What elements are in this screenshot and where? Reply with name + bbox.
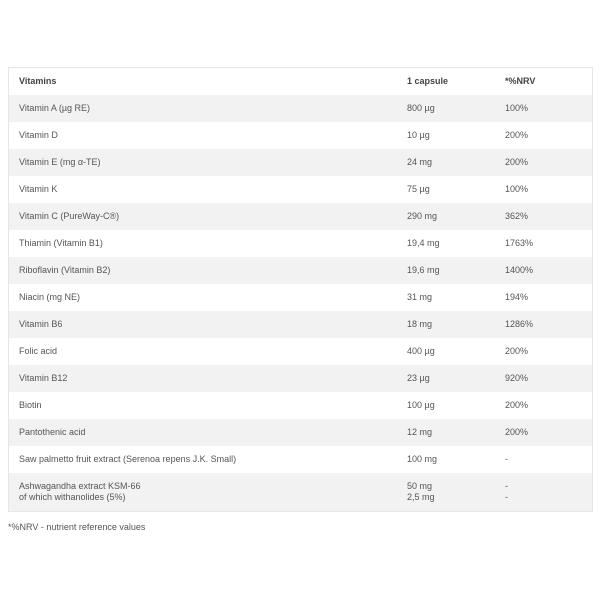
nrv-text: 362% bbox=[505, 211, 529, 221]
nutrient-name-text: Vitamin B6 bbox=[19, 319, 63, 329]
table-row bbox=[9, 203, 592, 230]
nutrient-name-text: of which withanolides (5%) bbox=[19, 492, 126, 502]
amount-cell bbox=[397, 284, 495, 311]
nrv-text: 200% bbox=[505, 427, 529, 437]
nutrient-name-cell bbox=[9, 338, 397, 365]
amount-text: 290 mg bbox=[407, 211, 438, 221]
nutrient-name-cell bbox=[9, 446, 397, 473]
table-row bbox=[9, 392, 592, 419]
nrv-cell bbox=[495, 365, 592, 392]
nutrient-name-cell bbox=[9, 311, 397, 338]
amount-cell bbox=[397, 365, 495, 392]
amount-cell bbox=[397, 473, 495, 511]
amount-cell bbox=[397, 311, 495, 338]
nutrient-name-cell bbox=[9, 284, 397, 311]
table-row bbox=[9, 284, 592, 311]
table-row bbox=[9, 311, 592, 338]
amount-cell bbox=[397, 176, 495, 203]
nutrient-name-cell bbox=[9, 95, 397, 122]
amount-cell bbox=[397, 230, 495, 257]
amount-text: 100 µg bbox=[407, 400, 435, 410]
table-row bbox=[9, 446, 592, 473]
nutrient-name-cell bbox=[9, 149, 397, 176]
amount-cell bbox=[397, 446, 495, 473]
amount-cell bbox=[397, 203, 495, 230]
amount-text: 24 mg bbox=[407, 157, 433, 167]
nrv-cell bbox=[495, 230, 592, 257]
nutrient-name-cell bbox=[9, 230, 397, 257]
nrv-text: - bbox=[505, 454, 508, 464]
nutrient-name-text: Vitamin A (µg RE) bbox=[19, 103, 91, 113]
header-amount: 1 capsule bbox=[407, 76, 449, 86]
amount-text: 800 µg bbox=[407, 103, 435, 113]
nutrient-name-text: Biotin bbox=[19, 400, 42, 410]
amount-text: 75 µg bbox=[407, 184, 430, 194]
nutrition-table bbox=[9, 68, 592, 511]
nrv-text: 100% bbox=[505, 103, 529, 113]
amount-cell bbox=[397, 149, 495, 176]
header-nrv: *%NRV bbox=[505, 76, 536, 86]
nrv-text: 920% bbox=[505, 373, 529, 383]
table-row bbox=[9, 230, 592, 257]
amount-text: 10 µg bbox=[407, 130, 430, 140]
amount-text: 19,6 mg bbox=[407, 265, 440, 275]
nutrient-name-text: Vitamin B12 bbox=[19, 373, 68, 383]
nrv-text: - bbox=[505, 481, 508, 491]
nrv-cell bbox=[495, 473, 592, 511]
amount-cell bbox=[397, 338, 495, 365]
table-row bbox=[9, 419, 592, 446]
amount-text: 50 mg bbox=[407, 481, 433, 491]
amount-text: 23 µg bbox=[407, 373, 430, 383]
nrv-text: - bbox=[505, 492, 508, 502]
nutrition-table-container bbox=[8, 67, 593, 512]
nutrient-name-text: Folic acid bbox=[19, 346, 58, 356]
nrv-cell bbox=[495, 392, 592, 419]
nrv-cell bbox=[495, 95, 592, 122]
nutrient-name-text: Niacin (mg NE) bbox=[19, 292, 81, 302]
nutrient-name-cell bbox=[9, 392, 397, 419]
nrv-cell bbox=[495, 446, 592, 473]
nrv-cell bbox=[495, 122, 592, 149]
amount-cell bbox=[397, 392, 495, 419]
amount-text: 2,5 mg bbox=[407, 492, 435, 502]
amount-text: 18 mg bbox=[407, 319, 433, 329]
nrv-text: 100% bbox=[505, 184, 529, 194]
nutrient-name-cell bbox=[9, 473, 397, 511]
amount-text: 12 mg bbox=[407, 427, 433, 437]
nrv-text: 1763% bbox=[505, 238, 534, 248]
table-row bbox=[9, 338, 592, 365]
nutrient-name-text: Pantothenic acid bbox=[19, 427, 86, 437]
nrv-text: 194% bbox=[505, 292, 529, 302]
nrv-text: 1286% bbox=[505, 319, 534, 329]
nutrient-name-text: Saw palmetto fruit extract (Serenoa repens J.K. Small) bbox=[19, 454, 237, 464]
nrv-cell bbox=[495, 284, 592, 311]
nrv-cell bbox=[495, 257, 592, 284]
amount-text: 19,4 mg bbox=[407, 238, 440, 248]
nutrient-name-text: Vitamin K bbox=[19, 184, 58, 194]
amount-text: 31 mg bbox=[407, 292, 433, 302]
amount-text: 400 µg bbox=[407, 346, 435, 356]
nutrient-name-cell bbox=[9, 176, 397, 203]
table-row bbox=[9, 95, 592, 122]
nrv-text: 200% bbox=[505, 400, 529, 410]
nrv-text: 200% bbox=[505, 157, 529, 167]
nutrient-name-cell bbox=[9, 365, 397, 392]
nrv-cell bbox=[495, 203, 592, 230]
nrv-text: 200% bbox=[505, 130, 529, 140]
nrv-text: 200% bbox=[505, 346, 529, 356]
nutrient-name-cell bbox=[9, 122, 397, 149]
nrv-cell bbox=[495, 338, 592, 365]
amount-text: 100 mg bbox=[407, 454, 438, 464]
nutrient-name-cell bbox=[9, 419, 397, 446]
nrv-cell bbox=[495, 176, 592, 203]
nutrient-name-text: Vitamin D bbox=[19, 130, 58, 140]
table-row bbox=[9, 365, 592, 392]
table-row bbox=[9, 149, 592, 176]
header-vitamins: Vitamins bbox=[19, 76, 57, 86]
nrv-text: 1400% bbox=[505, 265, 534, 275]
nrv-cell bbox=[495, 311, 592, 338]
nutrient-name-text: Riboflavin (Vitamin B2) bbox=[19, 265, 111, 275]
table-header bbox=[9, 68, 592, 95]
amount-cell bbox=[397, 122, 495, 149]
footnote: *%NRV - nutrient reference values bbox=[8, 522, 146, 532]
table-row bbox=[9, 122, 592, 149]
nutrient-name-text: Thiamin (Vitamin B1) bbox=[19, 238, 103, 248]
table-row bbox=[9, 257, 592, 284]
nutrient-name-cell bbox=[9, 203, 397, 230]
nrv-cell bbox=[495, 149, 592, 176]
nrv-cell bbox=[495, 419, 592, 446]
table-row bbox=[9, 176, 592, 203]
nutrient-name-text: Ashwagandha extract KSM-66 bbox=[19, 481, 141, 491]
nutrient-name-text: Vitamin E (mg α-TE) bbox=[19, 157, 101, 167]
amount-cell bbox=[397, 95, 495, 122]
table-body bbox=[9, 95, 592, 511]
amount-cell bbox=[397, 257, 495, 284]
header-row bbox=[9, 68, 592, 95]
nutrient-name-text: Vitamin C (PureWay-C®) bbox=[19, 211, 120, 221]
table-row bbox=[9, 473, 592, 511]
amount-cell bbox=[397, 419, 495, 446]
nutrient-name-cell bbox=[9, 257, 397, 284]
